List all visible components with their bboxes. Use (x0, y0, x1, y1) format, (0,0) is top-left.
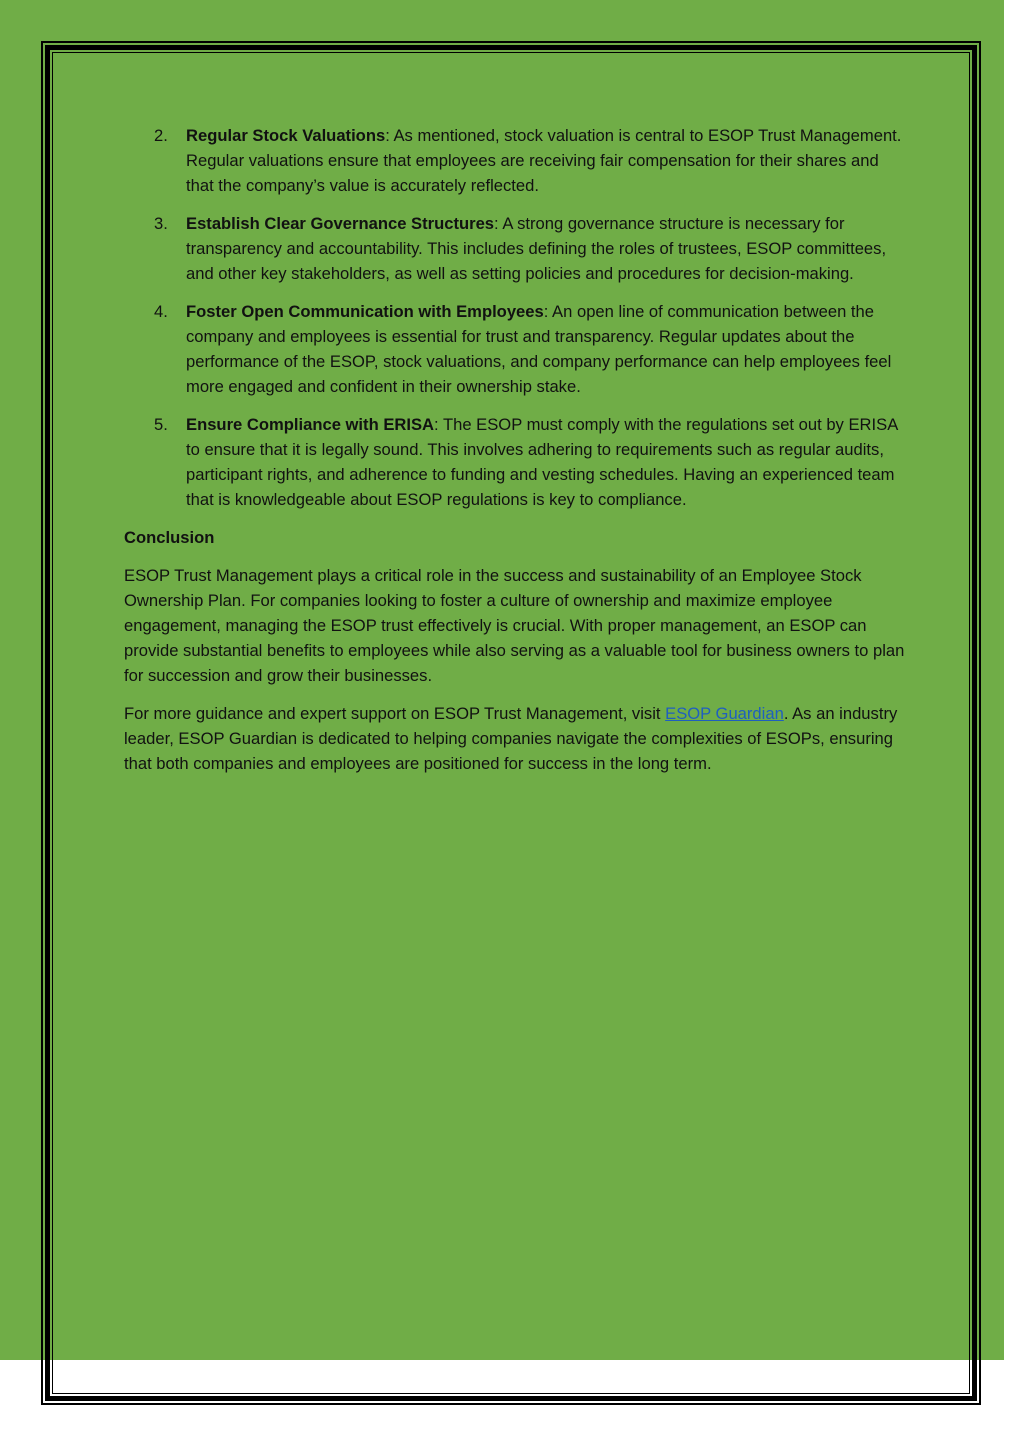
list-item-number: 3. (154, 214, 168, 233)
best-practices-list (124, 123, 910, 512)
list-item-term: Foster Open Communication with Employees (186, 302, 544, 321)
list-item-term: Ensure Compliance with ERISA (186, 415, 435, 434)
list-item-term: Establish Clear Governance Structures (186, 214, 495, 233)
conclusion-paragraph: ESOP Trust Management plays a critical role in the success and sustainability of an Employee Stock Ownership Plan. For companies looking to foster a culture of ownership and maximize employee engagement, managing the ESOP trust effectively is crucial. With proper management, an ESOP can provide substantial benefits to employees while also serving as a valuable tool for business owners to plan for succession and grow their businesses. (124, 566, 905, 685)
list-item-term: Regular Stock Valuations (186, 126, 386, 145)
list-item (124, 299, 910, 399)
document-body (124, 123, 910, 789)
guidance-text-before: For more guidance and expert support on ESOP Trust Management, visit (124, 704, 666, 723)
list-item-number: 2. (154, 126, 168, 145)
conclusion-heading: Conclusion (124, 528, 215, 547)
list-item-text: : As mentioned, stock valuation is central to ESOP Trust Management. Regular valuations ensure that employees are receiving fair compensation for their shares and that the company’s value is accurately reflected. (186, 126, 902, 195)
list-item-number: 4. (154, 302, 168, 321)
list-item (124, 211, 910, 286)
list-item-text: : An open line of communication between the company and employees is essential for trust and transparency. Regular updates about the performance of the ESOP, stock valuations, and company performance can help employees feel more engaged and confident in their ownership stake. (186, 302, 892, 396)
list-item-text: : A strong governance structure is necessary for transparency and accountability. This includes defining the roles of trustees, ESOP committees, and other key stakeholders, as well as setting policies and procedures for decision-making. (186, 214, 887, 283)
guidance-paragraph (124, 701, 910, 776)
esop-guardian-link[interactable]: ESOP Guardian (665, 704, 784, 723)
guidance-text-after: . As an industry leader, ESOP Guardian is dedicated to helping companies navigate the complexities of ESOPs, ensuring that both companies and employees are positioned for success in the long term. (124, 704, 898, 773)
list-item (124, 123, 910, 198)
list-item-number: 5. (154, 415, 168, 434)
list-item-text: : The ESOP must comply with the regulations set out by ERISA to ensure that it is legally sound. This involves adhering to requirements such as regular audits, participant rights, and adherence to funding and vesting schedules. Having an experienced team that is knowledgeable about ESOP regulations is key to compliance. (186, 415, 898, 509)
list-item (124, 412, 910, 512)
